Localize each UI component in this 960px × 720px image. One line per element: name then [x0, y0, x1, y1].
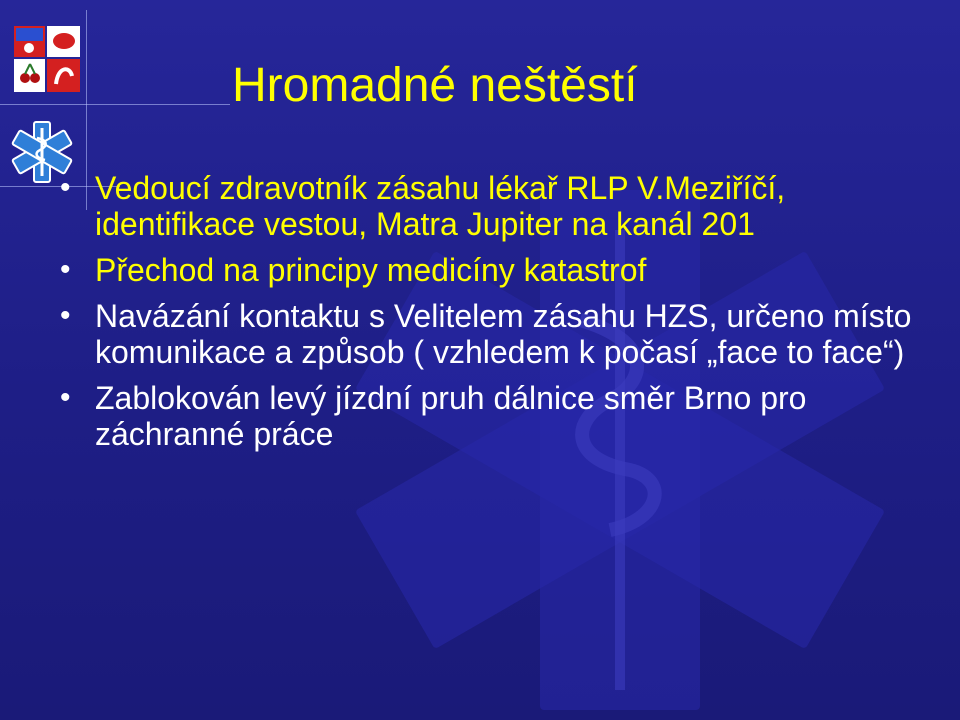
bullet-marker: •: [60, 299, 71, 332]
bullet-marker: •: [60, 253, 71, 286]
bullet-item: [60, 298, 940, 370]
bullet-text: Vedoucí zdravotník zásahu lékař RLP V.Meziříčí, identifikace vestou, Matra Jupiter na kanál 201: [95, 170, 786, 242]
bullet-item: [60, 252, 940, 288]
coat-of-arms-icon: [14, 26, 80, 92]
slide-title: Hromadné neštěstí: [232, 59, 638, 112]
bullet-list: [60, 170, 940, 462]
bullet-marker: •: [60, 171, 71, 204]
decorative-line: [0, 104, 230, 105]
bullet-marker: •: [60, 381, 71, 414]
bullet-item: [60, 170, 940, 242]
bullet-text: Přechod na principy medicíny katastrof: [95, 252, 647, 288]
bullet-text: Navázání kontaktu s Velitelem zásahu HZS, určeno místo komunikace a způsob ( vzhledem k počasí „face to face“): [95, 298, 912, 370]
bullet-item: [60, 380, 940, 452]
bullet-text: Zablokován levý jízdní pruh dálnice směr Brno pro záchranné práce: [95, 380, 807, 452]
